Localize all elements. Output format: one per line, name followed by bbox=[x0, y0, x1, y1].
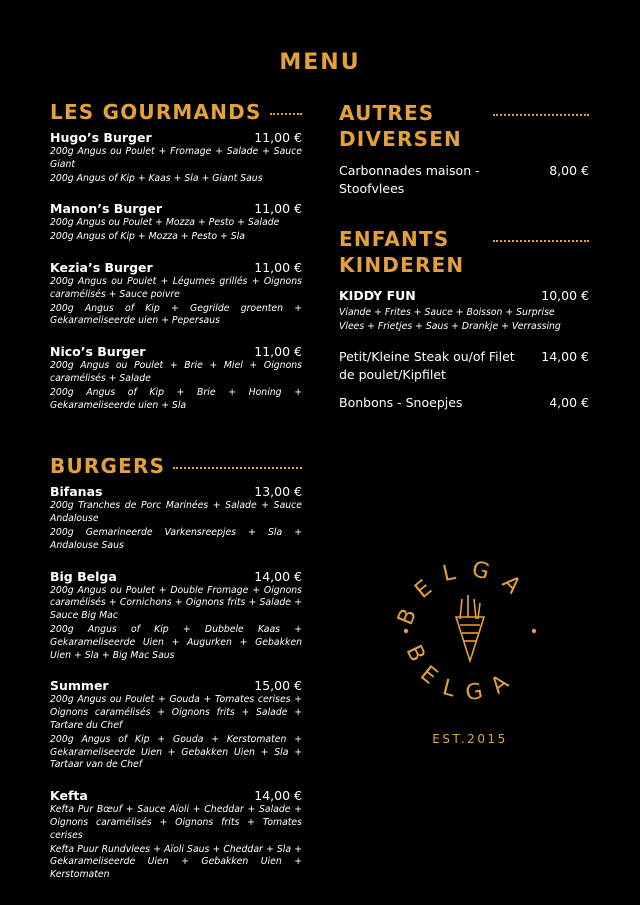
item-description-fr: 200g Angus ou Poulet + Fromage + Salade + Sauce Giant bbox=[50, 146, 302, 170]
dotted-divider bbox=[493, 240, 589, 242]
menu-item-petit-steak bbox=[339, 348, 589, 384]
menu-item-manons-burger bbox=[50, 201, 302, 244]
fries-cone-icon bbox=[456, 595, 484, 661]
left-column bbox=[50, 100, 302, 898]
item-description-fr: Viande + Frites + Sauce + Boisson + Surprise bbox=[339, 307, 555, 318]
item-name: KIDDY FUN bbox=[339, 288, 416, 303]
logo-bottom-text: BELGA bbox=[400, 641, 525, 707]
item-name: Kezia’s Burger bbox=[50, 259, 153, 275]
item-price: 11,00 € bbox=[254, 259, 302, 275]
item-price: 10,00 € bbox=[541, 288, 589, 303]
item-price: 14,00 € bbox=[541, 348, 589, 364]
item-description-fr: 200g Angus ou Poulet + Mozza + Pesto + Salade bbox=[50, 217, 280, 229]
item-name: Carbonnades maison - Stoofvlees bbox=[339, 163, 480, 196]
section-header-burgers bbox=[50, 454, 302, 478]
item-price: 11,00 € bbox=[254, 130, 302, 145]
menu-title: MENU bbox=[279, 50, 361, 75]
item-name: Bonbons - Snoepjes bbox=[339, 394, 463, 410]
item-name: Summer bbox=[50, 678, 109, 694]
item-price: 14,00 € bbox=[254, 788, 302, 804]
menu-item-hugos-burger bbox=[50, 130, 302, 185]
section-header-autres bbox=[339, 100, 589, 152]
section-header-gourmands bbox=[50, 100, 302, 124]
section-header-enfants bbox=[339, 226, 589, 278]
logo-dot-right bbox=[532, 629, 536, 633]
item-price: 8,00 € bbox=[549, 163, 589, 178]
dotted-divider bbox=[270, 113, 302, 115]
item-price: 14,00 € bbox=[254, 568, 302, 584]
item-description-nl: Vlees + Frietjes + Saus + Drankje + Verrassing bbox=[339, 320, 561, 332]
menu-item-kiddy-fun bbox=[339, 288, 589, 334]
item-description-fr: 200g Angus ou Poulet + Double Fromage + Oignons caramélisés + Cornichons + Oignons frits + Salade + Sauce Big Mac bbox=[50, 584, 302, 622]
section-title: BURGERS bbox=[50, 454, 166, 479]
section-title: LES GOURMANDS bbox=[50, 100, 262, 124]
item-name: Nico’s Burger bbox=[50, 344, 146, 360]
item-description-nl: 200g Angus of Kip + Mozza + Pesto + Sla bbox=[50, 231, 245, 243]
item-description-nl: Kefta Puur Rundvlees + Aïoli Saus + Cheddar + Sla + Gekarameliseerde Uien + Gebakken Uien + Kerstomaten bbox=[50, 843, 302, 881]
menu-item-bonbons bbox=[339, 394, 589, 412]
menu-item-kezias-burger bbox=[50, 260, 302, 328]
logo-est-text: EST.2015 bbox=[432, 732, 508, 746]
menu-item-nicos-burger bbox=[50, 344, 302, 412]
menu-item-big-belga bbox=[50, 569, 302, 663]
dotted-divider bbox=[493, 114, 589, 116]
item-name: Petit/Kleine Steak ou/of Filet de poulet/Kipfilet bbox=[339, 348, 515, 382]
menu-item-summer bbox=[50, 678, 302, 772]
menu-item-bifanas bbox=[50, 484, 302, 552]
item-price: 11,00 € bbox=[254, 201, 302, 217]
belga-logo bbox=[390, 555, 550, 715]
logo-top-text: BELGA bbox=[393, 556, 536, 629]
item-description-fr: 200g Tranches de Porc Marinées + Salade + Sauce Andalouse bbox=[50, 500, 302, 525]
item-name: Big Belga bbox=[50, 568, 117, 584]
item-price: 13,00 € bbox=[254, 484, 302, 500]
section-title: ENFANTS KINDEREN bbox=[339, 227, 465, 277]
logo-dot-left bbox=[404, 629, 408, 633]
item-name: Bifanas bbox=[50, 484, 103, 500]
right-column bbox=[339, 100, 589, 422]
item-description-fr: 200g Angus ou Poulet + Légumes grillés + Oignons caramélisés + Sauce poivre bbox=[50, 275, 302, 300]
item-description-fr: 200g Angus ou Poulet + Brie + Miel + Oignons caramélisés + Salade bbox=[50, 360, 302, 384]
item-name: Manon’s Burger bbox=[50, 201, 162, 217]
item-name: Kefta bbox=[50, 788, 88, 804]
item-description-nl: 200g Angus of Kip + Kaas + Sla + Giant Saus bbox=[50, 172, 263, 184]
item-description-nl: 200g Angus of Kip + Gegrilde groenten + Gekarameliseerde uien + Pepersaus bbox=[50, 302, 302, 327]
item-description-nl: 200g Angus of Kip + Brie + Honing + Gekarameliseerde uien + Sla bbox=[50, 386, 302, 411]
dotted-divider bbox=[173, 467, 302, 469]
item-name: Hugo’s Burger bbox=[50, 130, 152, 145]
item-description-fr: 200g Angus ou Poulet + Gouda + Tomates cerises + Oignons caramélisés + Oignons frits + Salade + Tartare du Chef bbox=[50, 694, 302, 731]
item-price: 11,00 € bbox=[254, 344, 302, 360]
item-price: 15,00 € bbox=[254, 678, 302, 694]
item-price: 4,00 € bbox=[549, 394, 589, 410]
section-title: AUTRES DIVERSEN bbox=[339, 101, 462, 151]
item-description-nl: 200g Angus of Kip + Dubbele Kaas + Gekarameliseerde Uien + Augurken + Gebakken Uien + Sla + Big Mac Saus bbox=[50, 623, 302, 661]
item-description-fr: Kefta Pur Bœuf + Sauce Aïoli + Cheddar + Salade + Oignons caramélisés + Oignons frits + Tomates cerises bbox=[50, 804, 302, 841]
item-description-nl: 200g Angus of Kip + Gouda + Kerstomaten + Gekarameliseerde Uien + Gebakken Uien + Sla + Tartaar van de Chef bbox=[50, 733, 302, 771]
menu-item-carbonnades bbox=[339, 162, 589, 198]
item-description-nl: 200g Gemarineerde Varkensreepjes + Sla + Andalouse Saus bbox=[50, 526, 302, 551]
menu-item-kefta bbox=[50, 788, 302, 882]
